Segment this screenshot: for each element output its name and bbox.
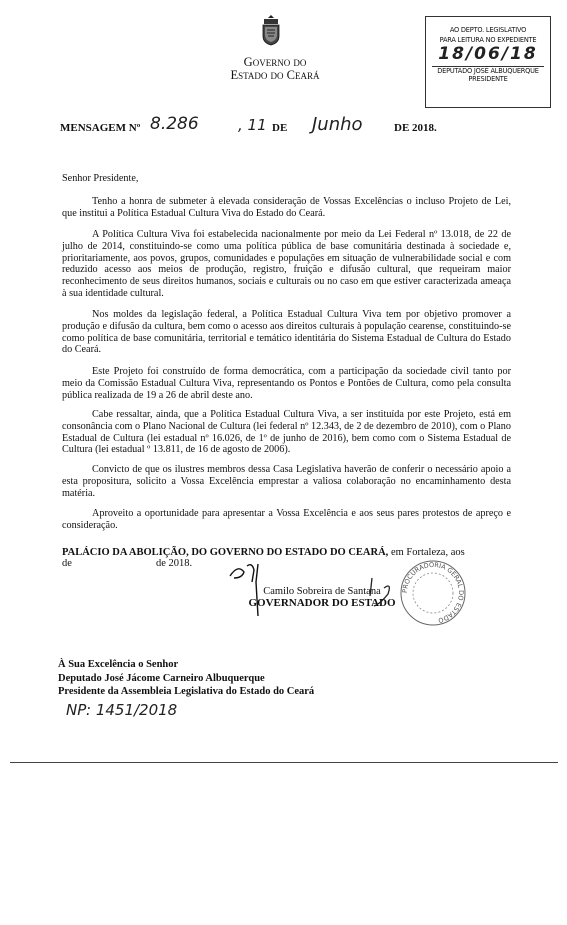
paragraph-3-text: Nos moldes da legislação federal, a Política Estadual Cultura Viva tem por objetivo promover a produção e difusão da cultura, bem como o acesso aos direitos culturais à população cearense, constituindo-se como política de base comunitária, territorial e temático identitária do Sistema Estadual de Cultura do Estado do Ceará. (62, 309, 511, 356)
message-de-2: DE 2018. (394, 122, 437, 134)
paragraph-6-text: Convicto de que os ilustres membros dessa Casa Legislativa haverão de conferir o necessário apoio a esta propositura, solicito a Vossa Excelência emprestar a valiosa colaboração no encaminhamento desta matéria. (62, 464, 511, 499)
message-number: 8.286 (150, 114, 199, 134)
stamp-line-2: PARA LEITURA NO EXPEDIENTE (439, 36, 537, 44)
palace-de: de (62, 558, 72, 569)
svg-text:PROCURADORIA GERAL DO ESTADO (401, 561, 465, 625)
message-line (60, 116, 520, 142)
paragraph-1-text: Tenho a honra de submeter à elevada consideração de Vossas Excelências o incluso Projeto de Lei, que institui a Política Estadual Cultura Viva do Estado do Ceará. (62, 196, 511, 219)
governor-title: GOVERNADOR DO ESTADO (248, 597, 396, 609)
paragraph-3 (62, 309, 511, 356)
footer-rule (10, 762, 558, 763)
salutation: Senhor Presidente, (62, 173, 139, 184)
palace-year: de 2018. (156, 558, 193, 569)
palace-bold: PALÁCIO DA ABOLIÇÃO, DO GOVERNO DO ESTADO DO CEARÁ, (62, 547, 389, 558)
message-month: Junho (312, 114, 363, 135)
government-header (200, 56, 350, 82)
paragraph-5-text: Cabe ressaltar, ainda, que a Política Estadual Cultura Viva, a ser instituída por este Projeto, está em consonância com o Plano Nacional de Cultura (lei federal nº 12.343, de 2 de dezembro de 2010), com o Plano Estadual de Cultura (lei estadual nº 16.026, de 1º de junho de 2016), bem como com o Sistema Estadual de Cultura (lei estadual º 13.811, de 16 de agosto de 2006). (62, 409, 511, 456)
message-de-1: DE (272, 122, 288, 134)
message-day: , 11 (238, 116, 267, 134)
paragraph-6 (62, 464, 511, 499)
paragraph-1 (62, 196, 511, 220)
stamp-line-1: AO DEPTO. LEGISLATIVO (449, 26, 527, 34)
handwritten-protocol-number: NP: 1451/2018 (66, 701, 178, 719)
initials-mark (364, 574, 400, 610)
stamp-line-3: DEPUTADO JOSÉ ALBUQUERQUE (437, 67, 539, 75)
stamp-date: 18/06/18 (438, 44, 538, 64)
receipt-stamp (425, 16, 551, 108)
addressee (58, 658, 314, 699)
governor-name: Camilo Sobreira de Santana (263, 586, 381, 597)
govt-line-1: Governo do (243, 55, 307, 69)
paragraph-2-text: A Política Cultura Viva foi estabelecida nacionalmente por meio da Lei Federal nº 13.018, de 22 de julho de 2014, constituindo-se como uma política pública de base comunitária destinada à sociedade e, prioritariamente, aos povos, grupos, comunidades e populações em situação de vulnerabilidade social e com reduzido acesso aos meios de produção, registro, fruição e difusão cultural, que requeiram maior reconhecimento de seus direitos humanos, sociais e culturais ou no caso em que estiver caracterizada ameaça à sua identidade cultural. (62, 229, 511, 299)
coat-of-arms-icon (259, 14, 283, 46)
stamp-line-4: PRESIDENTE (468, 75, 508, 83)
procuradoria-seal (398, 558, 468, 628)
message-label: MENSAGEM Nº (60, 122, 141, 134)
paragraph-7 (62, 508, 511, 532)
addressee-line-3: Presidente da Assembleia Legislativa do Estado do Ceará (58, 686, 315, 697)
paragraph-4 (62, 366, 511, 401)
addressee-line-1: À Sua Excelência o Senhor (58, 659, 179, 670)
addressee-line-2: Deputado José Jácome Carneiro Albuquerque (58, 672, 265, 684)
govt-line-2: Estado do Ceará (230, 68, 320, 82)
paragraph-5 (62, 409, 511, 456)
paragraph-7-text: Aproveito a oportunidade para apresentar a Vossa Excelência e aos seus pares protestos de apreço e consideração. (62, 508, 511, 531)
seal-text: PROCURADORIA GERAL DO ESTADO (400, 560, 466, 625)
paragraph-2 (62, 229, 511, 300)
paragraph-4-text: Este Projeto foi construído de forma democrática, com a participação da sociedade civil tanto por meio da Comissão Estadual Cultura Viva, representando os Pontos e Pontões de Cultura, como pela consulta pública realizada de 19 a 26 de abril deste ano. (62, 366, 511, 401)
palace-rest: em Fortaleza, aos (388, 547, 465, 558)
